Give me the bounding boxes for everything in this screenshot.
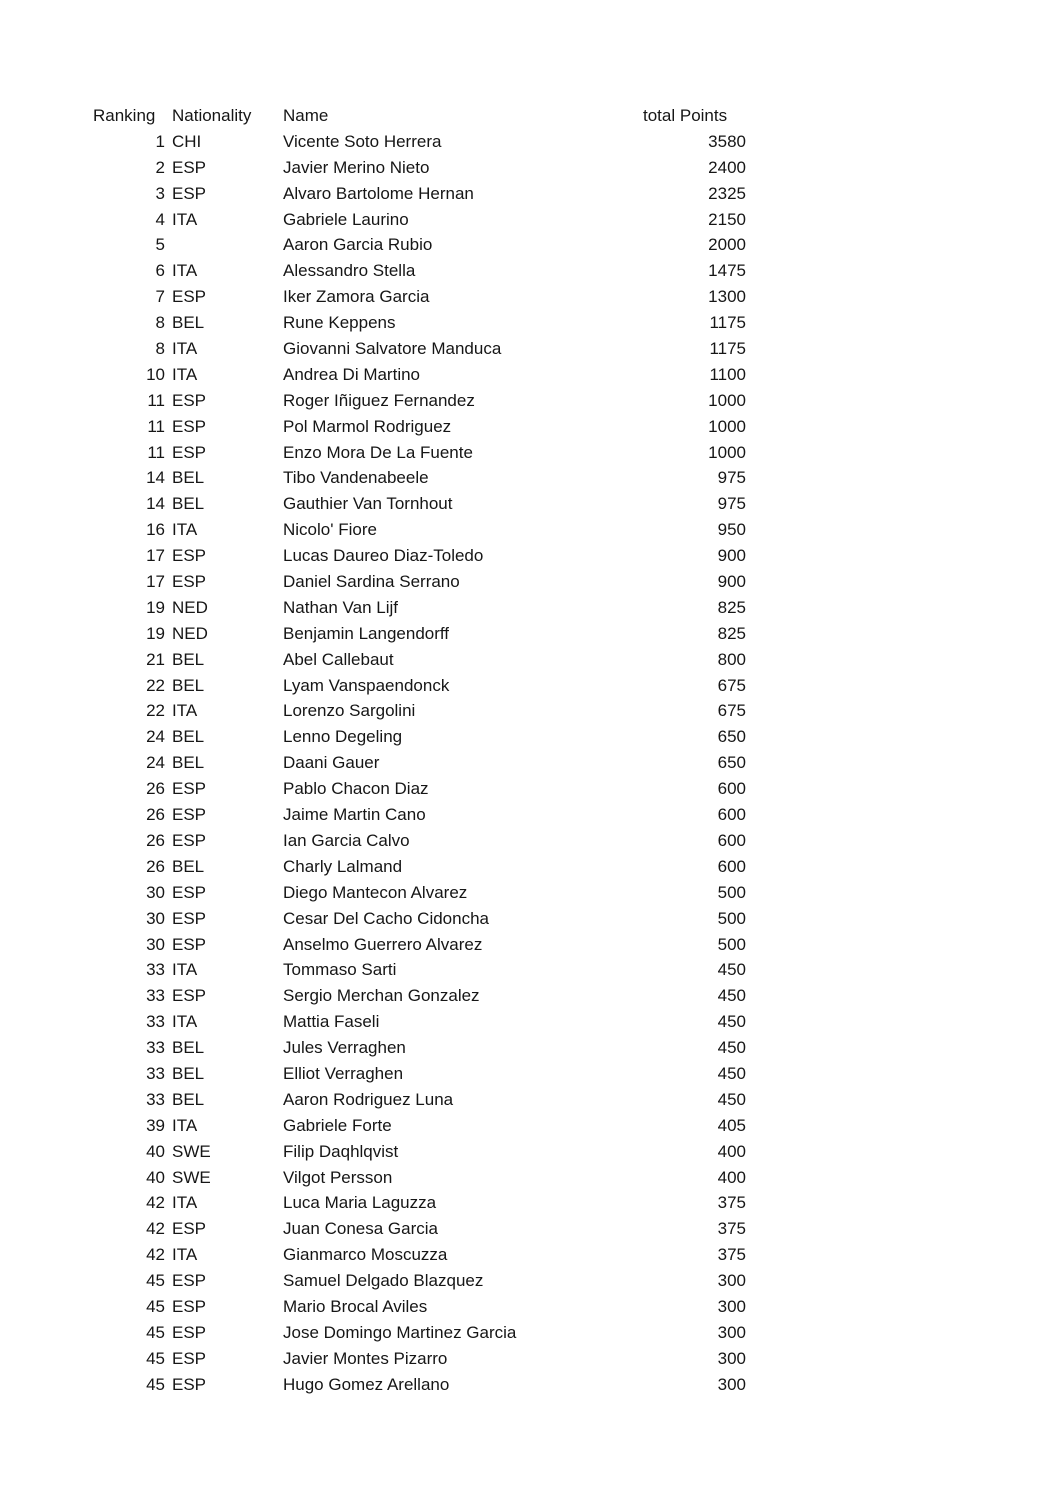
cell-name: Roger Iñiguez Fernandez: [283, 390, 475, 410]
cell-name: Diego Mantecon Alvarez: [283, 882, 468, 902]
cell-ranking: 40: [146, 1167, 165, 1187]
table-row: [93, 1216, 746, 1242]
table-row: [93, 155, 746, 181]
cell-ranking: 3: [155, 183, 165, 203]
cell-points: 400: [717, 1167, 746, 1187]
cell-points: 600: [717, 830, 746, 850]
table-row: [93, 698, 746, 724]
cell-ranking: 33: [146, 960, 165, 980]
cell-name: Gianmarco Moscuzza: [283, 1245, 448, 1265]
table-row: [93, 232, 746, 258]
cell-ranking: 40: [146, 1141, 165, 1161]
cell-name: Daniel Sardina Serrano: [283, 572, 460, 592]
table-row: [93, 1113, 746, 1139]
cell-points: 300: [717, 1271, 746, 1291]
cell-ranking: 26: [146, 856, 165, 876]
cell-points: 300: [717, 1322, 746, 1342]
cell-nationality: ITA: [172, 1193, 198, 1213]
cell-name: Luca Maria Laguzza: [283, 1193, 437, 1213]
cell-name: Jaime Martin Cano: [283, 805, 426, 825]
cell-nationality: ESP: [172, 908, 207, 928]
cell-name: Alessandro Stella: [283, 261, 416, 281]
cell-name: Benjamin Langendorff: [283, 623, 450, 643]
cell-points: 300: [717, 1348, 746, 1368]
cell-nationality: BEL: [172, 1038, 205, 1058]
table-row: [93, 362, 746, 388]
cell-name: Abel Callebaut: [283, 649, 394, 669]
cell-name: Nicolo' Fiore: [283, 520, 377, 540]
table-row: [93, 258, 746, 284]
table-row: [93, 673, 746, 699]
cell-nationality: BEL: [172, 727, 205, 747]
cell-name: Nathan Van Lijf: [283, 597, 398, 617]
cell-points: 2325: [708, 183, 746, 203]
cell-ranking: 22: [146, 701, 165, 721]
cell-points: 650: [717, 727, 746, 747]
table-row: [93, 465, 746, 491]
table-row: [93, 569, 746, 595]
cell-name: Rune Keppens: [283, 313, 396, 333]
cell-points: 800: [717, 649, 746, 669]
table-row: [93, 129, 746, 155]
cell-points: 825: [717, 623, 746, 643]
cell-nationality: ESP: [172, 183, 207, 203]
cell-nationality: ITA: [172, 1115, 198, 1135]
cell-points: 300: [717, 1374, 746, 1394]
cell-points: 450: [717, 1038, 746, 1058]
header-nationality: Nationality: [172, 106, 252, 125]
cell-nationality: ESP: [172, 1219, 207, 1239]
cell-points: 2400: [708, 157, 746, 177]
table-row: [93, 414, 746, 440]
table-row: [93, 1087, 746, 1113]
cell-ranking: 4: [155, 209, 165, 229]
cell-nationality: ITA: [172, 701, 198, 721]
table-row: [93, 543, 746, 569]
cell-nationality: ESP: [172, 546, 207, 566]
cell-ranking: 30: [146, 934, 165, 954]
table-row: [93, 1165, 746, 1191]
cell-nationality: ESP: [172, 572, 207, 592]
cell-ranking: 17: [146, 572, 165, 592]
cell-points: 1175: [709, 339, 746, 359]
cell-name: Charly Lalmand: [283, 856, 403, 876]
cell-points: 1000: [708, 416, 746, 436]
cell-ranking: 24: [146, 753, 165, 773]
cell-nationality: ESP: [172, 1374, 207, 1394]
table-row: [93, 1320, 746, 1346]
cell-points: 900: [717, 572, 746, 592]
table-row: [93, 310, 746, 336]
table-row: [93, 880, 746, 906]
cell-ranking: 1: [155, 131, 165, 151]
cell-name: Giovanni Salvatore Manduca: [283, 339, 502, 359]
cell-nationality: SWE: [172, 1167, 211, 1187]
table-row: [93, 388, 746, 414]
cell-nationality: BEL: [172, 494, 205, 514]
cell-points: 1100: [709, 364, 746, 384]
cell-ranking: 7: [155, 287, 165, 307]
cell-ranking: 17: [146, 546, 165, 566]
table-row: [93, 854, 746, 880]
cell-ranking: 11: [147, 442, 165, 462]
cell-nationality: ITA: [172, 339, 198, 359]
cell-nationality: ESP: [172, 157, 207, 177]
cell-nationality: ESP: [172, 779, 207, 799]
cell-nationality: ITA: [172, 1012, 198, 1032]
table-row: [93, 1242, 746, 1268]
cell-points: 1300: [708, 287, 746, 307]
table-row: [93, 440, 746, 466]
table-row: [93, 957, 746, 983]
table-row: [93, 932, 746, 958]
cell-nationality: NED: [172, 623, 208, 643]
table-row: [93, 647, 746, 673]
cell-points: 600: [717, 856, 746, 876]
cell-points: 405: [717, 1115, 746, 1135]
cell-points: 300: [717, 1296, 746, 1316]
cell-nationality: ESP: [172, 390, 207, 410]
cell-nationality: ESP: [172, 442, 207, 462]
cell-nationality: ESP: [172, 805, 207, 825]
cell-nationality: ITA: [172, 261, 198, 281]
cell-nationality: SWE: [172, 1141, 211, 1161]
cell-ranking: 14: [146, 494, 165, 514]
table-row: [93, 1190, 746, 1216]
cell-nationality: ESP: [172, 1296, 207, 1316]
cell-nationality: ESP: [172, 416, 207, 436]
table-row: [93, 1372, 746, 1398]
cell-points: 500: [717, 908, 746, 928]
table-row: [93, 1268, 746, 1294]
table-row: [93, 336, 746, 362]
table-row: [93, 595, 746, 621]
cell-points: 500: [717, 882, 746, 902]
cell-ranking: 45: [146, 1374, 165, 1394]
table-row: [93, 906, 746, 932]
cell-nationality: NED: [172, 597, 208, 617]
cell-name: Pol Marmol Rodriguez: [283, 416, 452, 436]
cell-ranking: 33: [146, 1089, 165, 1109]
cell-points: 500: [717, 934, 746, 954]
ranking-table: [93, 103, 746, 1398]
cell-ranking: 8: [155, 313, 165, 333]
cell-ranking: 30: [146, 908, 165, 928]
cell-ranking: 42: [146, 1219, 165, 1239]
cell-ranking: 39: [146, 1115, 165, 1135]
cell-points: 3580: [708, 131, 746, 151]
table-row: [93, 724, 746, 750]
table-row: [93, 517, 746, 543]
cell-name: Jose Domingo Martinez Garcia: [283, 1322, 517, 1342]
cell-points: 675: [717, 701, 746, 721]
cell-points: 400: [717, 1141, 746, 1161]
cell-name: Anselmo Guerrero Alvarez: [283, 934, 483, 954]
table-row: [93, 181, 746, 207]
cell-name: Javier Montes Pizarro: [283, 1348, 448, 1368]
cell-points: 450: [717, 1012, 746, 1032]
cell-ranking: 33: [146, 986, 165, 1006]
header-name: Name: [283, 106, 329, 125]
cell-ranking: 26: [146, 830, 165, 850]
cell-ranking: 16: [146, 520, 165, 540]
cell-points: 1000: [708, 390, 746, 410]
table-row: [93, 802, 746, 828]
cell-nationality: ESP: [172, 1348, 207, 1368]
cell-name: Gabriele Forte: [283, 1115, 392, 1135]
cell-name: Lenno Degeling: [283, 727, 403, 747]
cell-name: Tommaso Sarti: [283, 960, 397, 980]
cell-name: Iker Zamora Garcia: [283, 287, 430, 307]
cell-nationality: ITA: [172, 209, 198, 229]
cell-ranking: 11: [147, 390, 165, 410]
cell-name: Andrea Di Martino: [283, 364, 421, 384]
cell-name: Hugo Gomez Arellano: [283, 1374, 450, 1394]
table-row: [93, 1009, 746, 1035]
cell-points: 600: [717, 805, 746, 825]
cell-ranking: 8: [155, 339, 165, 359]
cell-name: Gabriele Laurino: [283, 209, 409, 229]
cell-ranking: 6: [155, 261, 165, 281]
cell-ranking: 10: [146, 364, 165, 384]
cell-name: Alvaro Bartolome Hernan: [283, 183, 474, 203]
cell-points: 825: [717, 597, 746, 617]
cell-points: 375: [717, 1245, 746, 1265]
cell-points: 900: [717, 546, 746, 566]
cell-name: Jules Verraghen: [283, 1038, 406, 1058]
cell-ranking: 14: [146, 468, 165, 488]
cell-nationality: BEL: [172, 1089, 205, 1109]
cell-points: 450: [717, 986, 746, 1006]
cell-points: 1000: [708, 442, 746, 462]
cell-name: Lyam Vanspaendonck: [283, 675, 450, 695]
cell-nationality: BEL: [172, 313, 205, 333]
table-row: [93, 284, 746, 310]
cell-ranking: 26: [146, 805, 165, 825]
cell-points: 2000: [708, 235, 746, 255]
table-row: [93, 621, 746, 647]
cell-name: Elliot Verraghen: [283, 1063, 404, 1083]
cell-name: Lorenzo Sargolini: [283, 701, 416, 721]
cell-ranking: 42: [146, 1245, 165, 1265]
cell-nationality: ESP: [172, 934, 207, 954]
cell-points: 975: [717, 468, 746, 488]
cell-points: 975: [717, 494, 746, 514]
table-row: [93, 750, 746, 776]
cell-ranking: 33: [146, 1038, 165, 1058]
cell-points: 675: [717, 675, 746, 695]
cell-ranking: 5: [155, 235, 165, 255]
cell-ranking: 22: [146, 675, 165, 695]
cell-name: Vilgot Persson: [283, 1167, 393, 1187]
cell-ranking: 24: [146, 727, 165, 747]
cell-nationality: ITA: [172, 520, 198, 540]
table-row: [93, 1346, 746, 1372]
cell-ranking: 2: [155, 157, 165, 177]
cell-name: Mattia Faseli: [283, 1012, 380, 1032]
cell-nationality: ITA: [172, 960, 198, 980]
cell-name: Gauthier Van Tornhout: [283, 494, 453, 514]
cell-ranking: 33: [146, 1012, 165, 1032]
table-row: [93, 776, 746, 802]
header-total-points: total Points: [643, 106, 728, 125]
cell-name: Cesar Del Cacho Cidoncha: [283, 908, 489, 928]
cell-name: Lucas Daureo Diaz-Toledo: [283, 546, 484, 566]
cell-name: Daani Gauer: [283, 753, 380, 773]
cell-points: 450: [717, 960, 746, 980]
cell-name: Tibo Vandenabeele: [283, 468, 429, 488]
cell-points: 450: [717, 1063, 746, 1083]
cell-nationality: ESP: [172, 287, 207, 307]
table-row: [93, 1139, 746, 1165]
cell-name: Enzo Mora De La Fuente: [283, 442, 473, 462]
cell-nationality: ESP: [172, 1322, 207, 1342]
cell-nationality: BEL: [172, 753, 205, 773]
cell-nationality: BEL: [172, 675, 205, 695]
table-row: [93, 207, 746, 233]
cell-nationality: BEL: [172, 468, 205, 488]
cell-ranking: 33: [146, 1063, 165, 1083]
cell-points: 450: [717, 1089, 746, 1109]
cell-points: 2150: [708, 209, 746, 229]
cell-name: Sergio Merchan Gonzalez: [283, 986, 480, 1006]
cell-nationality: BEL: [172, 1063, 205, 1083]
cell-nationality: BEL: [172, 649, 205, 669]
cell-points: 1175: [709, 313, 746, 333]
cell-nationality: BEL: [172, 856, 205, 876]
cell-ranking: 19: [146, 623, 165, 643]
cell-nationality: CHI: [172, 131, 202, 151]
table-header-row: [93, 103, 746, 129]
cell-name: Aaron Garcia Rubio: [283, 235, 433, 255]
cell-ranking: 42: [146, 1193, 165, 1213]
cell-nationality: ITA: [172, 364, 198, 384]
table-row: [93, 1061, 746, 1087]
cell-nationality: ESP: [172, 1271, 207, 1291]
cell-name: Juan Conesa Garcia: [283, 1219, 438, 1239]
cell-ranking: 11: [147, 416, 165, 436]
cell-ranking: 45: [146, 1322, 165, 1342]
table-row: [93, 491, 746, 517]
table-row: [93, 1294, 746, 1320]
cell-ranking: 45: [146, 1348, 165, 1368]
cell-points: 375: [717, 1219, 746, 1239]
header-ranking: Ranking: [93, 106, 156, 125]
table-row: [93, 1035, 746, 1061]
cell-nationality: ITA: [172, 1245, 198, 1265]
cell-name: Filip Daqhlqvist: [283, 1141, 399, 1161]
cell-name: Aaron Rodriguez Luna: [283, 1089, 454, 1109]
cell-points: 375: [717, 1193, 746, 1213]
cell-nationality: ESP: [172, 882, 207, 902]
cell-ranking: 45: [146, 1296, 165, 1316]
cell-points: 1475: [708, 261, 746, 281]
ranking-table-body: [93, 129, 746, 1398]
cell-name: Ian Garcia Calvo: [283, 830, 410, 850]
cell-nationality: ESP: [172, 986, 207, 1006]
cell-ranking: 45: [146, 1271, 165, 1291]
cell-ranking: 19: [146, 597, 165, 617]
table-row: [93, 828, 746, 854]
table-row: [93, 983, 746, 1009]
cell-name: Vicente Soto Herrera: [283, 131, 442, 151]
cell-points: 600: [717, 779, 746, 799]
cell-points: 650: [717, 753, 746, 773]
cell-nationality: ESP: [172, 830, 207, 850]
cell-name: Pablo Chacon Diaz: [283, 779, 429, 799]
cell-ranking: 30: [146, 882, 165, 902]
cell-ranking: 21: [146, 649, 165, 669]
cell-points: 950: [717, 520, 746, 540]
cell-name: Javier Merino Nieto: [283, 157, 430, 177]
cell-ranking: 26: [146, 779, 165, 799]
cell-name: Mario Brocal Aviles: [283, 1296, 428, 1316]
cell-name: Samuel Delgado Blazquez: [283, 1271, 484, 1291]
